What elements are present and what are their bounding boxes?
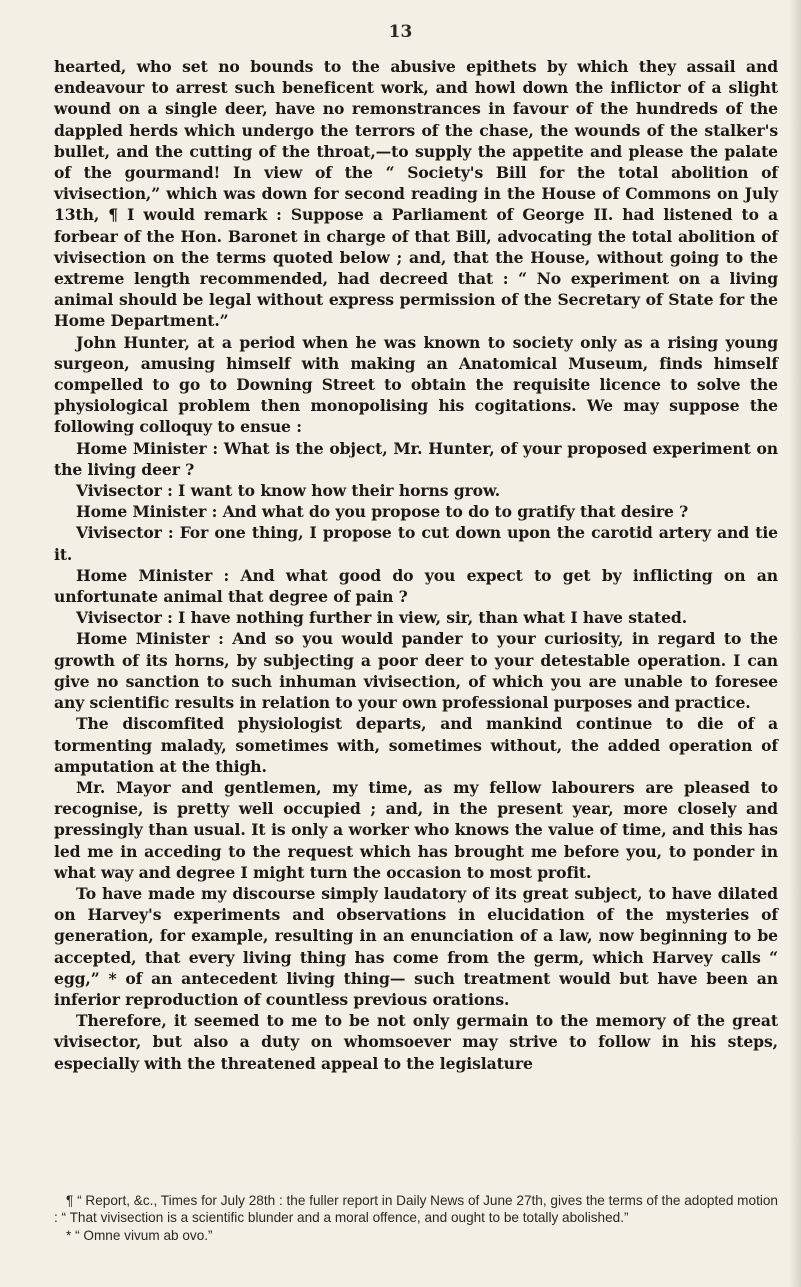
page-number: 13 [388,22,413,42]
paragraph: John Hunter, at a period when he was known to society only as a rising young surgeon, amusing himself with making an Anatomical Museum, finds himself compelled to go to Downing Street to obtain the requisite licence to solve the physiological problem then monopolising his cogitations. We may suppose the following colloquy to ensue : [54,332,778,437]
page-edge-shadow [789,0,801,1287]
paragraph: Mr. Mayor and gentlemen, my time, as my fellow labourers are pleased to recognise, is pretty well occupied ; and, in the present year, more closely and pressingly than usual. It is only a worker who knows the value of time, and this has led me in acceding to the request which has brought me before you, to ponder in what way and degree I might turn the occasion to most profit. [54,777,778,882]
paragraph: Therefore, it seemed to me to be not only germain to the memory of the great vivisector, but also a duty on whomsoever may strive to follow in his steps, especially with the threatened appeal to the legislature [54,1011,778,1073]
body-text [54,56,778,1074]
paragraph: Vivisector : I have nothing further in view, sir, than what I have stated. [76,608,688,628]
paragraph: The discomfited physiologist departs, and mankind continue to die of a tormenting malady, sometimes with, sometimes without, the added operation of amputation at the thigh. [54,714,778,776]
paragraph: Vivisector : I want to know how their horns grow. [76,481,501,501]
footnotes [54,1192,778,1244]
footnote: * “ Omne vivum ab ovo.” [66,1227,213,1243]
paragraph: To have made my discourse simply laudatory of its great subject, to have dilated on Harvey's experiments and observations in elucidation of the mysteries of generation, for example, resulting in an enunciation of a law, now beginning to be accepted, that every living thing has come from the germ, which Harvey calls “ egg,” * of an antecedent living thing— such treatment would but have been an inferior reproduction of countless previous orations. [54,883,778,1009]
paragraph: Home Minister : And what do you propose to do to gratify that desire ? [76,502,689,522]
paragraph: hearted, who set no bounds to the abusive epithets by which they assail and endeavour to arrest such beneficent work, and howl down the inflictor of a slight wound on a single deer, have no remonstrances in favour of the hundreds of the dappled herds which undergo the terrors of the chase, the wounds of the stalker's bullet, and the cutting of the throat,—to supply the appetite and please the palate of the gourmand! In view of the “ Society's Bill for the total abolition of vivisection,” which was down for second reading in the House of Commons on July 13th, ¶ I would remark : Suppose a Parliament of George II. had listened to a forbear of the Hon. Baronet in charge of that Bill, advocating the total abolition of vivisection on the terms quoted below ; and, that the House, without going to the extreme length recommended, had decreed that : “ No experiment on a living animal should be legal without express permission of the Secretary of State for the Home Department.” [54,57,778,331]
paragraph: Vivisector : For one thing, I propose to cut down upon the carotid artery and tie it. [54,523,778,564]
paragraph: Home Minister : And so you would pander to your curiosity, in regard to the growth of its horns, by subjecting a poor deer to your detestable operation. I can give no sanction to such inhuman vivisection, of which you are unable to foresee any scientific results in relation to your own professional purposes and practice. [54,629,778,713]
paragraph: Home Minister : And what good do you expect to get by inflicting on an unfortunate animal that degree of pain ? [54,565,778,607]
paragraph: Home Minister : What is the object, Mr. Hunter, of your proposed experiment on the living deer ? [54,438,778,479]
footnote: ¶ “ Report, &c., Times for July 28th : the fuller report in Daily News of June 27th, gives the terms of the adopted motion : “ That vivisection is a scientific blunder and a moral offence, and ought to be totally abolished.” [54,1193,778,1226]
